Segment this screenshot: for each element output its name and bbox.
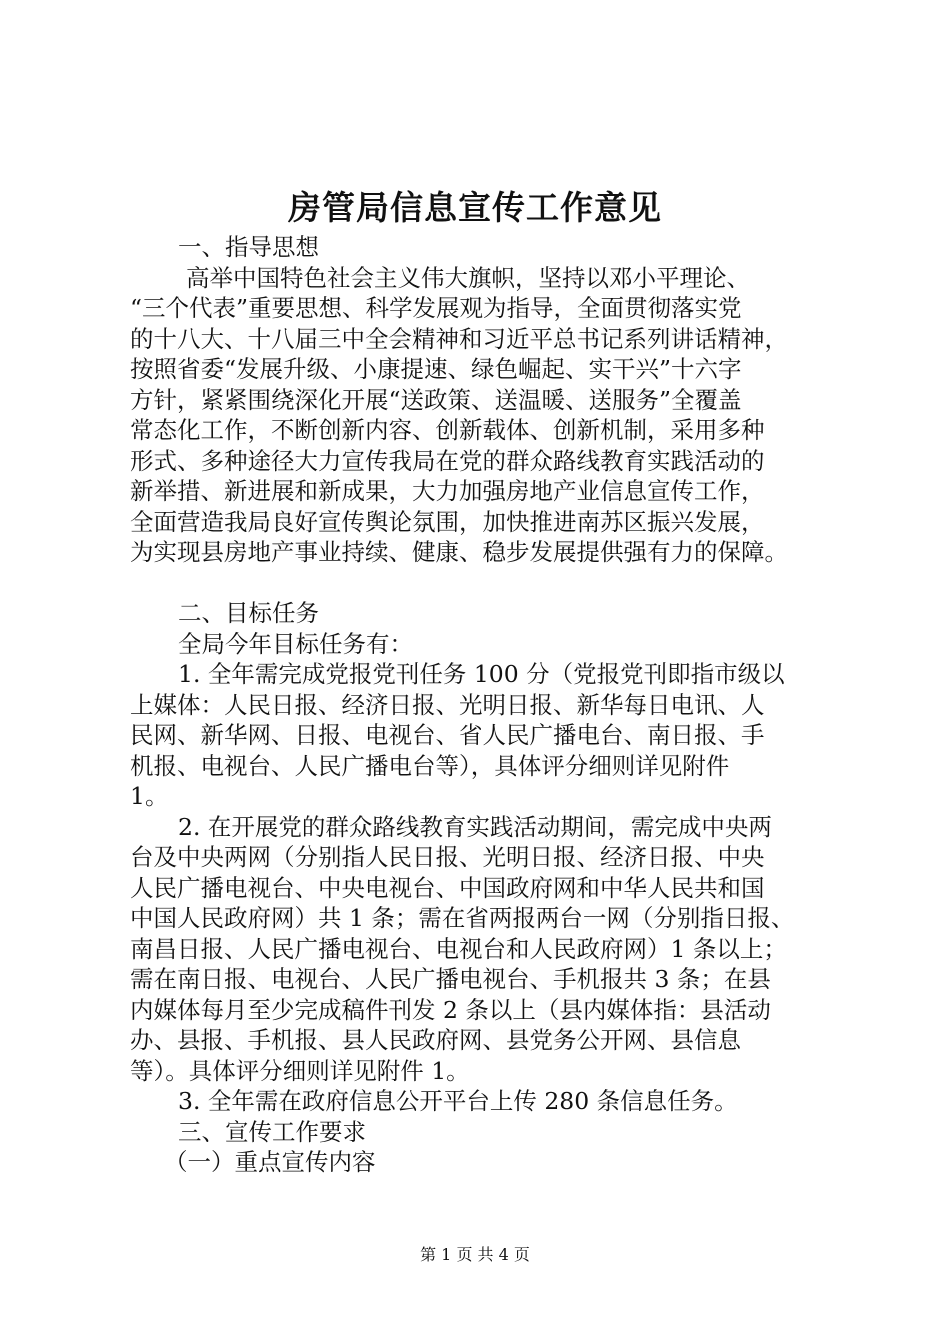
paragraph-line: 3. 全年需在政府信息公开平台上传 280 条信息任务。 (178, 1087, 738, 1115)
section-heading-2: 二、目标任务 (178, 599, 319, 627)
page-footer: 第 1 页 共 4 页 (420, 1245, 530, 1264)
paragraph-line: 内媒体每月至少完成稿件刊发 2 条以上（县内媒体指：县活动 (130, 995, 771, 1024)
paragraph-line: 等）。具体评分细则详见附件 1。 (130, 1056, 470, 1085)
paragraph-line: 民网、新华网、日报、电视台、省人民广播电台、南日报、手 (130, 721, 765, 749)
paragraph-line: 南昌日报、人民广播电视台、电视台和人民政府网）1 条以上； (130, 934, 787, 963)
paragraph-line: 的十八大、十八届三中全会精神和习近平总书记系列讲话精神， (130, 324, 788, 353)
paragraph-line: 人民广播电视台、中央电视台、中国政府网和中华人民共和国 (130, 873, 765, 902)
paragraph-line: 需在南日报、电视台、人民广播电视台、手机报共 3 条；在县 (130, 965, 771, 993)
paragraph-line: 上媒体：人民日报、经济日报、光明日报、新华每日电讯、人 (130, 690, 765, 719)
paragraph-line: 机报、电视台、人民广播电台等），具体评分细则详见附件 (130, 751, 730, 780)
section-heading-1: 一、指导思想 (178, 233, 319, 261)
paragraph-line: 按照省委“发展升级、小康提速、绿色崛起、实干兴”十六字 (130, 355, 742, 383)
paragraph-line: 新举措、新进展和新成果，大力加强房地产业信息宣传工作， (130, 477, 765, 505)
paragraph-line: 1。 (130, 782, 169, 810)
document-title: 房管局信息宣传工作意见 (288, 188, 662, 227)
paragraph-line: 高举中国特色社会主义伟大旗帜，坚持以邓小平理论、 (186, 263, 750, 292)
paragraph-line: 中国人民政府网）共 1 条；需在省两报两台一网（分别指日报、 (130, 904, 795, 932)
paragraph-line: 全局今年目标任务有： (178, 629, 413, 658)
paragraph-line: 方针，紧紧围绕深化开展“送政策、送温暖、送服务”全覆盖 (130, 385, 742, 414)
paragraph-line: 形式、多种途径大力宣传我局在党的群众路线教育实践活动的 (130, 446, 765, 475)
document-body (130, 232, 850, 1178)
subsection-heading: （一）重点宣传内容 (164, 1148, 376, 1176)
blank-line (130, 568, 850, 599)
paragraph-line: 常态化工作，不断创新内容、创新载体、创新机制，采用多种 (130, 416, 765, 444)
paragraph-line: 2. 在开展党的群众路线教育实践活动期间，需完成中央两 (178, 812, 772, 841)
paragraph-line: 办、县报、手机报、县人民政府网、县党务公开网、县信息 (130, 1026, 741, 1054)
paragraph-line: “三个代表”重要思想、科学发展观为指导，全面贯彻落实党 (130, 294, 742, 322)
paragraph-line: 台及中央两网（分别指人民日报、光明日报、经济日报、中央 (130, 843, 765, 871)
paragraph-line: 1. 全年需完成党报党刊任务 100 分（党报党刊即指市级以 (178, 660, 785, 688)
paragraph-line: 全面营造我局良好宣传舆论氛围，加快推进南苏区振兴发展， (130, 507, 765, 536)
section-heading-3: 三、宣传工作要求 (178, 1117, 366, 1146)
paragraph-line: 为实现县房地产事业持续、健康、稳步发展提供强有力的保障。 (130, 538, 788, 566)
